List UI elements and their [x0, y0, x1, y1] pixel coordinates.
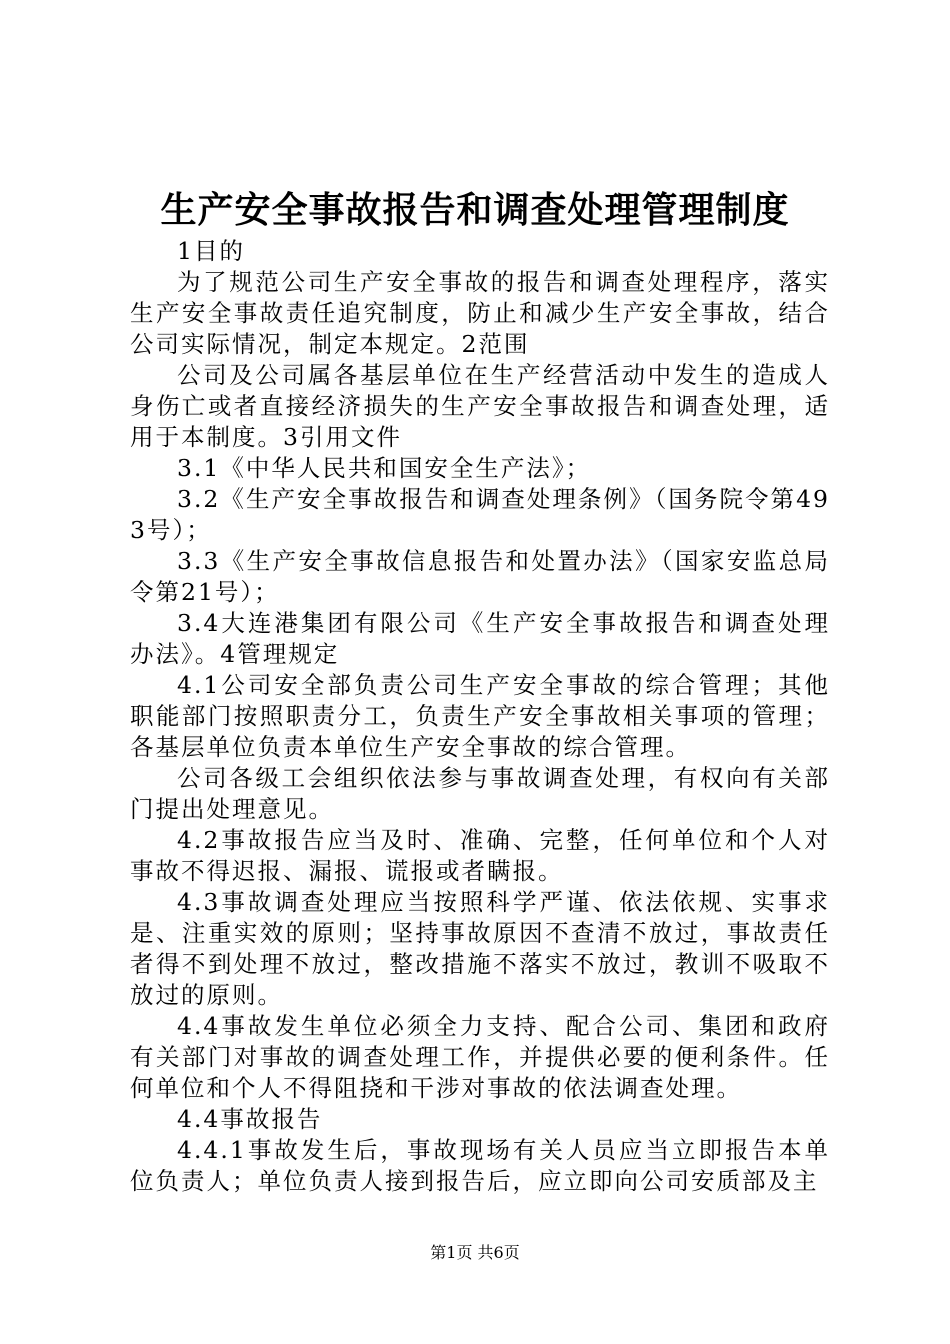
rule-4-4: 4.4事故发生单位必须全力支持、配合公司、集团和政府有关部门对事故的调查处理工作，并提供必要的便利条件。任何单位和个人不得阻挠和干涉对事故的依法调查处理。	[130, 1012, 830, 1102]
document-title: 生产安全事故报告和调查处理管理制度	[160, 189, 790, 231]
reference-item-3-1: 3.1《中华人民共和国安全生产法》；	[177, 454, 592, 482]
section-heading-purpose: 1目的	[177, 237, 245, 265]
rule-4-1: 4.1公司安全部负责公司生产安全事故的综合管理；其他职能部门按照职责分工，负责生产安全事故相关事项的管理；各基层单位负责本单位生产安全事故的综合管理。	[130, 671, 830, 761]
page-indicator: 第1页 共6页	[430, 1243, 520, 1262]
reference-item-3-3: 3.3《生产安全事故信息报告和处置办法》（国家安监总局令第21号）；	[130, 547, 830, 606]
rule-4-3: 4.3事故调查处理应当按照科学严谨、依法依规、实事求是、注重实效的原则；坚持事故原因不查清不放过，事故责任者得不到处理不放过，整改措施不落实不放过，教训不吸取不放过的原则。	[130, 888, 830, 1009]
rule-4-2: 4.2事故报告应当及时、准确、完整，任何单位和个人对事故不得迟报、漏报、谎报或者瞒报。	[130, 826, 830, 885]
paragraph-scope: 公司及公司属各基层单位在生产经营活动中发生的造成人身伤亡或者直接经济损失的生产安全事故报告和调查处理，适用于本制度。3引用文件	[130, 361, 830, 451]
reference-item-3-2: 3.2《生产安全事故报告和调查处理条例》（国务院令第493号）；	[130, 485, 830, 544]
document-body	[130, 236, 830, 1197]
reference-item-3-4: 3.4大连港集团有限公司《生产安全事故报告和调查处理办法》。4管理规定	[130, 609, 830, 668]
rule-union-participation: 公司各级工会组织依法参与事故调查处理，有权向有关部门提出处理意见。	[130, 764, 830, 823]
section-heading-accident-report: 4.4事故报告	[177, 1105, 323, 1133]
paragraph-purpose: 为了规范公司生产安全事故的报告和调查处理程序，落实生产安全事故责任追究制度，防止和减少生产安全事故，结合公司实际情况，制定本规定。2范围	[130, 268, 830, 358]
rule-4-4-1: 4.4.1事故发生后，事故现场有关人员应当立即报告本单位负责人；单位负责人接到报告后，应立即向公司安质部及主	[130, 1136, 830, 1195]
